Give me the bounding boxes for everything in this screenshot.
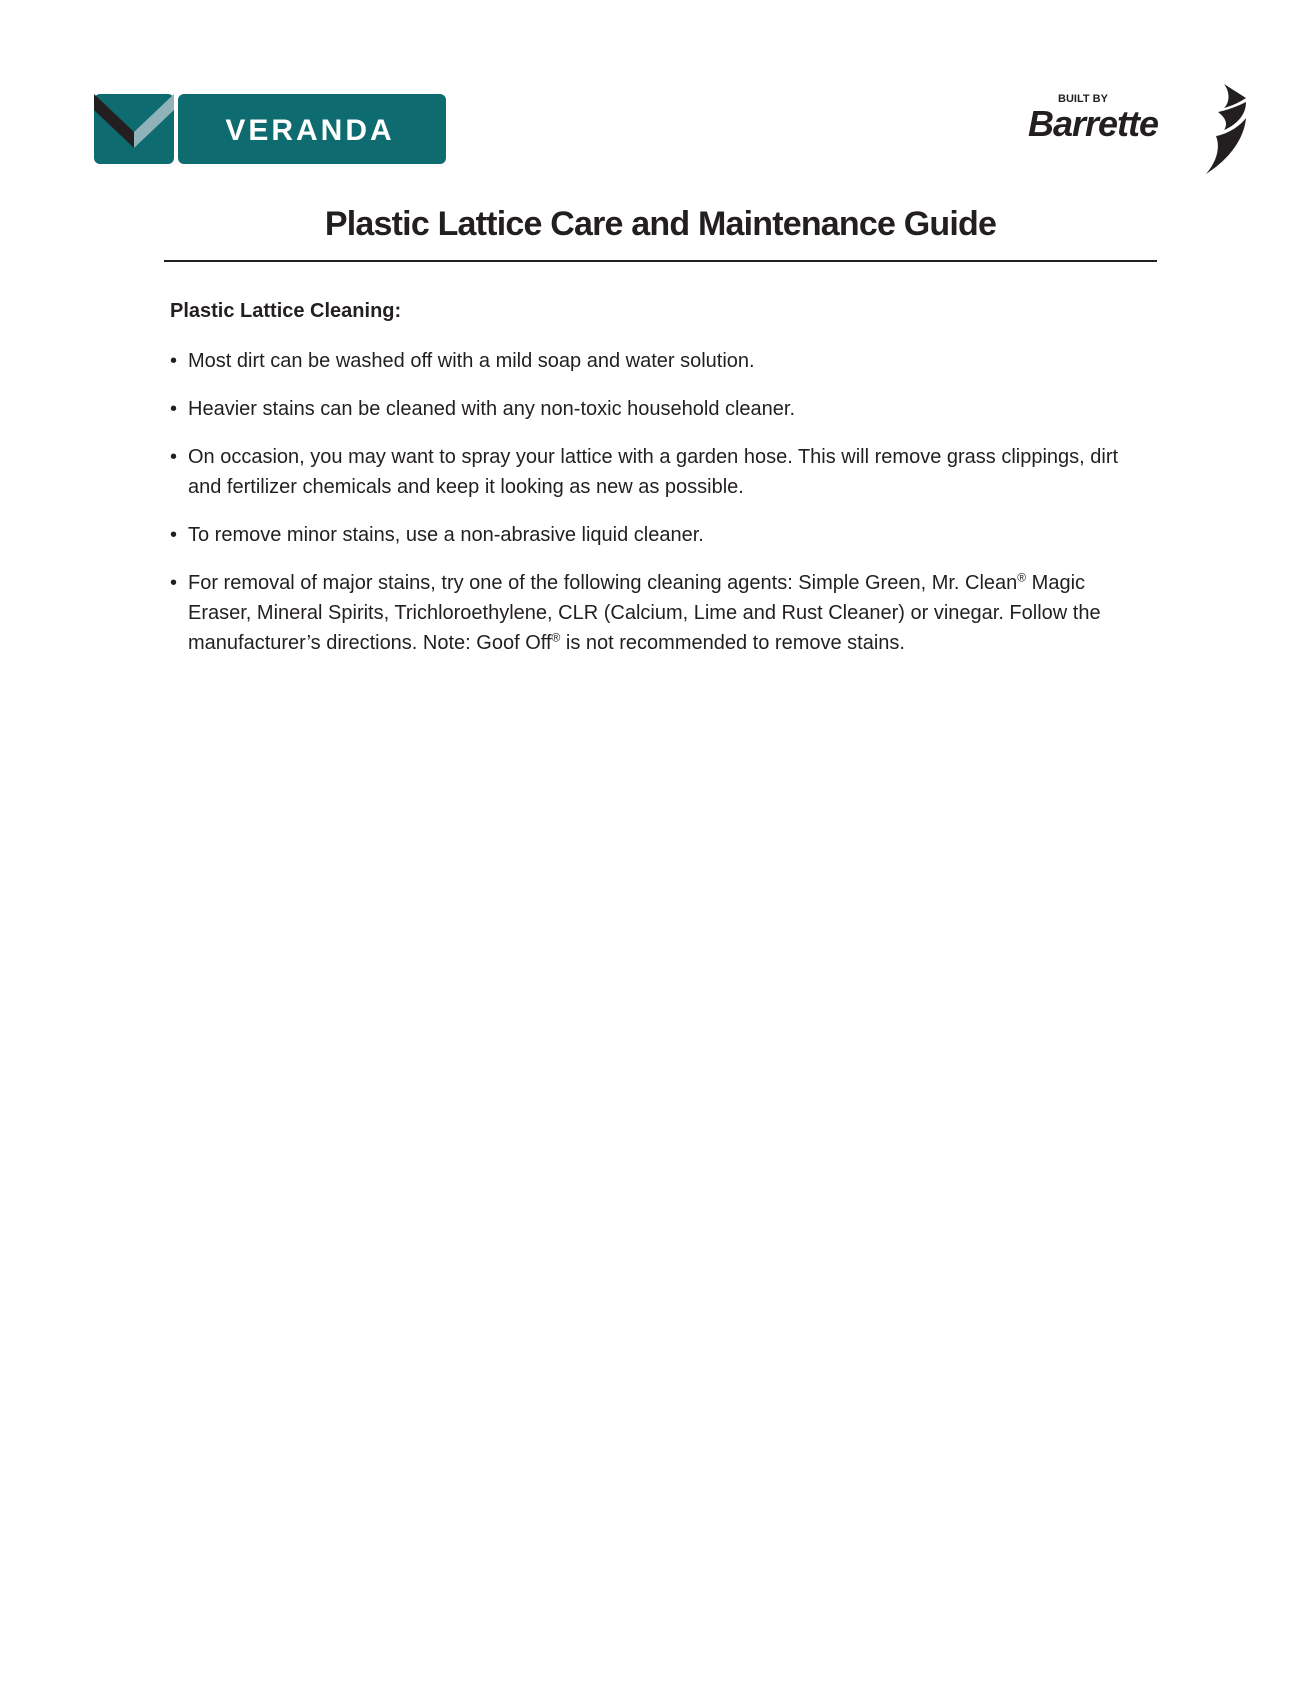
list-item: [170, 568, 1150, 658]
list-item: • To remove minor stains, use a non-abrasive liquid cleaner.: [170, 520, 1150, 550]
page-title: Plastic Lattice Care and Maintenance Guide: [324, 205, 997, 243]
barrette-flag-icon: [1206, 84, 1246, 174]
list-item: • Most dirt can be washed off with a mild soap and water solution.: [170, 346, 1150, 376]
list-item-text: is not recommended to remove stains.: [560, 632, 905, 654]
list-item-text: For removal of major stains, try one of the following cleaning agents: Simple Green, Mr. Clean: [188, 572, 1018, 594]
list-item-text: Magic Eraser, Mineral Spirits, Trichloroethylene, CLR (Calcium, Lime and Rust Cleaner) or vinegar. Follow the manufacturer’s directions. Note: Goof Off: [188, 572, 1101, 654]
veranda-logo: [94, 94, 446, 164]
veranda-wordmark: VERANDA: [225, 114, 395, 147]
list-item: • On occasion, you may want to spray your lattice with a garden hose. This will remove grass clippings, dirt and fertilizer chemicals and keep it looking as new as possible.: [170, 442, 1150, 502]
barrette-wordmark: Barrette: [1028, 103, 1159, 144]
registered-mark: ®: [1017, 570, 1027, 585]
title-divider: [164, 260, 1157, 262]
list-item: • Heavier stains can be cleaned with any non-toxic household cleaner.: [170, 394, 1150, 424]
registered-mark: ®: [551, 630, 561, 645]
veranda-mark-bg: [94, 94, 174, 164]
section-heading: Plastic Lattice Cleaning:: [170, 300, 402, 322]
barrette-built-by: BUILT BY: [1058, 93, 1108, 105]
barrette-logo: [1028, 84, 1248, 174]
cleaning-tips-list: [170, 346, 1150, 676]
